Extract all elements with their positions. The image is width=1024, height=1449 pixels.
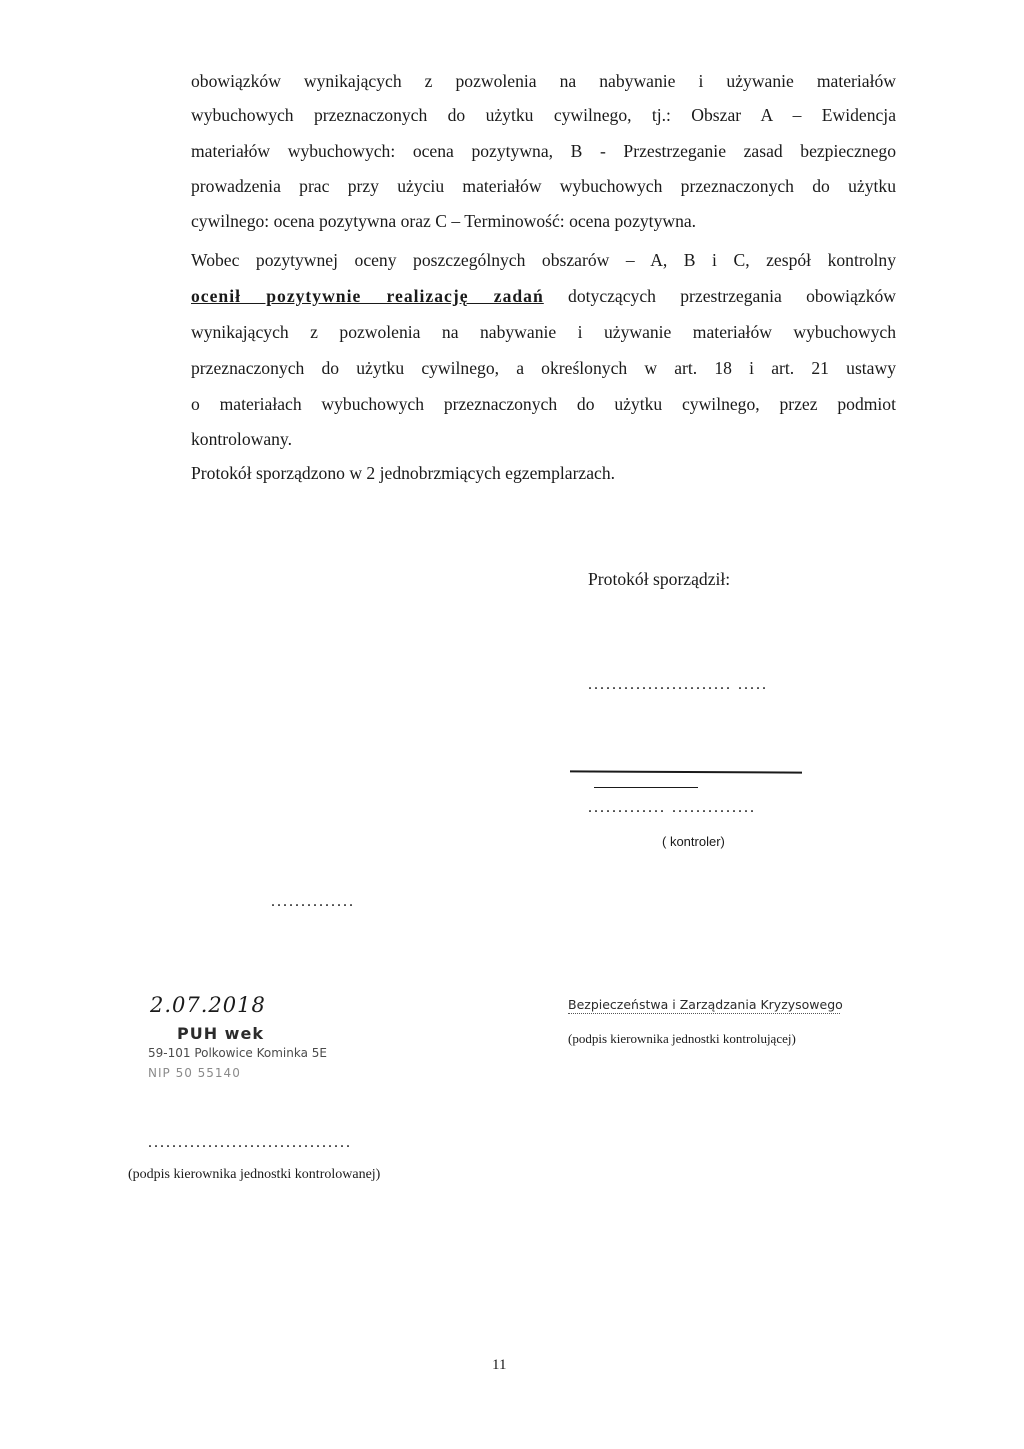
company-stamp-line-2: 59-101 Polkowice Kominka 5E xyxy=(148,1046,327,1060)
prepared-by-dots-2: ............. .............. xyxy=(588,799,756,816)
inspecting-signature-label: (podpis kierownika jednostki kontrolującej) xyxy=(568,1031,796,1046)
signature-stroke-1 xyxy=(570,770,802,773)
paragraph2-line-1: Wobec pozytywnej oceny poszczególnych obszarów – A, B i C, zespół kontrolny xyxy=(191,250,896,270)
signature-stroke-2 xyxy=(594,787,698,788)
paragraph1-line-2: wybuchowych przeznaczonych do użytku cywilnego, tj.: Obszar A – Ewidencja xyxy=(191,105,896,125)
paragraph2-line-6: kontrolowany. xyxy=(191,429,292,449)
paragraph1-line-3: materiałów wybuchowych: ocena pozytywna, B - Przestrzeganie zasad bezpiecznego xyxy=(191,141,896,161)
inspecting-dotted-line xyxy=(568,1013,840,1014)
page-number: 11 xyxy=(492,1357,507,1373)
left-dots: .............. xyxy=(271,893,355,910)
handwritten-date: 2.07.2018 xyxy=(150,993,266,1017)
paragraph1-line-4: prowadzenia prac przy użyciu materiałów wybuchowych przeznaczonych do użytku xyxy=(191,176,896,196)
paragraph2-line-2-rest: dotyczących przestrzegania obowiązków xyxy=(543,286,896,306)
prepared-by-dots-1: ........................ ..... xyxy=(588,676,768,693)
paragraph2-line-4: przeznaczonych do użytku cywilnego, a określonych w art. 18 i art. 21 ustawy xyxy=(191,358,896,378)
paragraph1-line-5: cywilnego: ocena pozytywna oraz C – Terminowość: ocena pozytywna. xyxy=(191,211,697,231)
controlled-dots: .................................. xyxy=(148,1134,352,1151)
paragraph2-line-3: wynikających z pozwolenia na nabywanie i używanie materiałów wybuchowych xyxy=(191,322,896,342)
paragraph2-line-5: o materiałach wybuchowych przeznaczonych do użytku cywilnego, przez podmiot xyxy=(191,394,896,414)
inspecting-unit-stamp: Bezpieczeństwa i Zarządzania Kryzysowego xyxy=(568,997,843,1012)
controller-role-label: ( kontroler) xyxy=(662,834,725,849)
company-stamp-line-1: PUH wek xyxy=(177,1024,264,1043)
paragraph1-line-1: obowiązków wynikających z pozwolenia na nabywanie i używanie materiałów xyxy=(191,71,896,91)
underlined-assessment: ocenił pozytywnie realizację zadań xyxy=(191,286,544,306)
prepared-by-label: Protokół sporządził: xyxy=(588,569,731,589)
controlled-signature-label: (podpis kierownika jednostki kontrolowanej) xyxy=(128,1167,381,1182)
copies-note: Protokół sporządzono w 2 jednobrzmiących egzemplarzach. xyxy=(191,463,616,483)
company-stamp-line-3: NIP 50 55140 xyxy=(148,1066,241,1080)
paragraph2-line-2 xyxy=(191,285,896,308)
